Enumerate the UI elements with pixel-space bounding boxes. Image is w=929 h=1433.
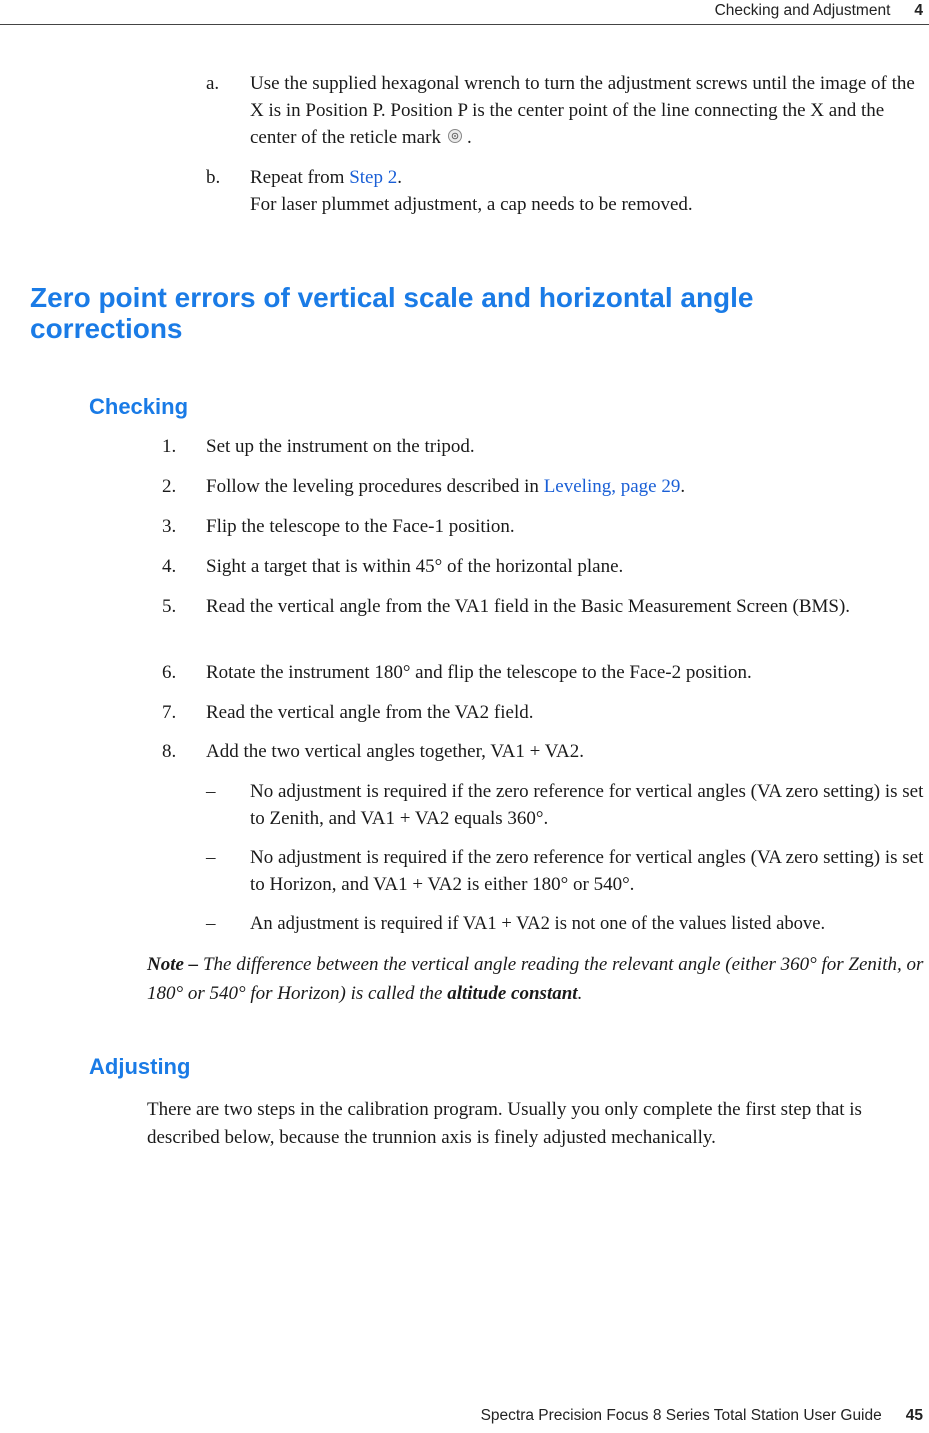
note-term: altitude constant: [447, 983, 578, 1004]
note-label: Note –: [147, 954, 199, 975]
substep-marker: b.: [206, 167, 221, 188]
bullet-dash: –: [206, 847, 216, 868]
running-header: [715, 0, 923, 22]
section-title: Zero point errors of vertical scale and horizontal angle corrections: [30, 282, 754, 344]
bullet-text: No adjustment is required if the zero reference for vertical angles (VA zero setting) is set to Horizon, and VA1 + VA2 is either 180° or 540°.: [250, 847, 924, 895]
adjusting-heading: Adjusting: [89, 1054, 191, 1079]
step-text: Follow the leveling procedures described in Leveling, page 29.: [206, 476, 686, 497]
step-text: Flip the telescope to the Face-1 position.: [206, 516, 515, 537]
note-text: The difference between the vertical angle reading the relevant angle (either 360° for Zenith, or 180° or 540° for Horizon) is called the: [147, 954, 924, 1004]
running-footer: [481, 1407, 923, 1425]
step-number: 2.: [162, 476, 177, 497]
substep-text: Repeat from Step 2. For laser plummet adjustment, a cap needs to be removed.: [250, 167, 693, 215]
step-number: 6.: [162, 662, 177, 683]
step-text: Add the two vertical angles together, VA1 + VA2.: [206, 741, 584, 762]
page-number: 45: [905, 1407, 923, 1424]
step-text: Read the vertical angle from the VA1 field in the Basic Measurement Screen (BMS).: [206, 596, 851, 617]
checking-heading: Checking: [89, 394, 189, 419]
step-text: Rotate the instrument 180° and flip the telescope to the Face-2 position.: [206, 662, 752, 683]
header-rule: [0, 24, 929, 25]
step-number: 7.: [162, 702, 177, 723]
bullet-text: No adjustment is required if the zero reference for vertical angles (VA zero setting) is set to Zenith, and VA1 + VA2 equals 360°.: [250, 781, 924, 829]
step-number: 5.: [162, 596, 177, 617]
substep-note-line: For laser plummet adjustment, a cap needs to be removed.: [250, 194, 693, 215]
substep-text: Use the supplied hexagonal wrench to turn the adjustment screws until the image of the X is in Position P. Position P is the center point of the line connecting the X and the center of the reticle mark .: [250, 70, 929, 152]
chapter-number: 4: [914, 2, 923, 19]
note-block: Note – The difference between the vertical angle reading the relevant angle (either 360° for Zenith, or 180° or 540° for Horizon) is called the altitude constant.: [147, 954, 924, 1004]
step-text: Set up the instrument on the tripod.: [206, 436, 475, 457]
bullet-text: An adjustment is required if VA1 + VA2 is not one of the values listed above.: [250, 913, 826, 934]
bullet-dash: –: [206, 913, 216, 934]
bullet-dash: –: [206, 781, 216, 802]
leveling-link[interactable]: Leveling, page 29: [543, 476, 681, 497]
chapter-title: Checking and Adjustment: [714, 2, 891, 19]
step-text: Read the vertical angle from the VA2 field.: [206, 702, 534, 723]
guide-title: Spectra Precision Focus 8 Series Total Station User Guide: [480, 1407, 882, 1424]
step-text: Sight a target that is within 45° of the horizontal plane.: [206, 556, 624, 577]
step-number: 8.: [162, 741, 177, 762]
step-number: 1.: [162, 436, 177, 457]
reticle-mark-icon: [447, 125, 463, 152]
step-number: 4.: [162, 556, 177, 577]
step-2-link[interactable]: Step 2: [349, 167, 398, 188]
step-number: 3.: [162, 516, 177, 537]
adjusting-paragraph: There are two steps in the calibration program. Usually you only complete the first step that is described below, because the trunnion axis is finely adjusted mechanically.: [147, 1099, 862, 1148]
substep-marker: a.: [206, 73, 220, 94]
